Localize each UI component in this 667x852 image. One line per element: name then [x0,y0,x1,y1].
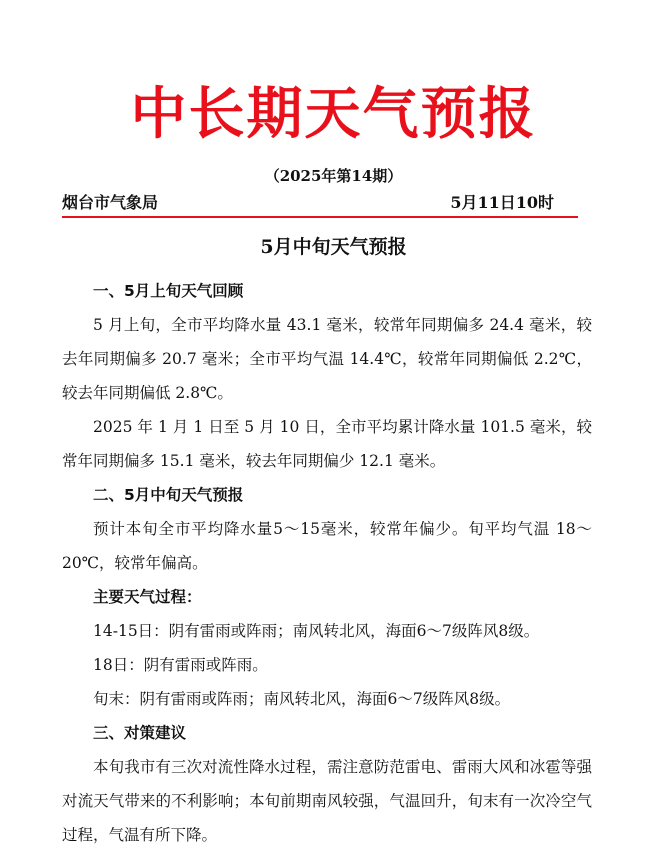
masthead-title: 中长期天气预报 [130,81,537,147]
organization-name: 烟台市气象局 [62,193,159,212]
review-paragraph-2: 2025 年 1 月 1 日至 5 月 10 日，全市平均累计降水量 101.5 毫米，较常年同期偏多 15.1 毫米，较去年同期偏少 12.1 毫米。 [62,418,592,470]
document-title: 5月中旬天气预报 [260,236,407,258]
issue-time: 5月11日10时 [450,193,554,212]
red-divider [62,216,578,218]
issue-number: （2025年第14期） [264,167,403,185]
section-heading-forecast: 二、5月中旬天气预报 [93,486,244,504]
weather-process-item: 14-15日：阴有雷雨或阵雨；南风转北风，海面6～7级阵风8级。 [93,622,540,640]
weather-process-item: 18日：阴有雷雨或阵雨。 [93,656,268,674]
section-heading-review: 一、5月上旬天气回顾 [93,282,244,300]
forecast-paragraph: 预计本旬全市平均降水量5～15毫米，较常年偏少。旬平均气温 18～20℃，较常年偏高。 [62,520,592,572]
review-paragraph-1: 5 月上旬，全市平均降水量 43.1 毫米，较常年同期偏多 24.4 毫米，较去年同期偏多 20.7 毫米；全市平均气温 14.4℃，较常年同期偏低 2.2℃，较去年同期偏低 2.8℃。 [62,316,592,402]
meta-row [62,192,574,214]
weather-process-item: 旬末：阴有雷雨或阵雨；南风转北风，海面6～7级阵风8级。 [93,690,511,708]
document-body [62,274,592,852]
section-heading-advice: 三、对策建议 [93,724,187,742]
weather-process-subheading: 主要天气过程： [93,588,202,606]
advice-paragraph: 本旬我市有三次对流性降水过程，需注意防范雷电、雷雨大风和冰雹等强对流天气带来的不利影响；本旬前期南风较强，气温回升，旬末有一次冷空气过程，气温有所下降。 [62,758,592,844]
